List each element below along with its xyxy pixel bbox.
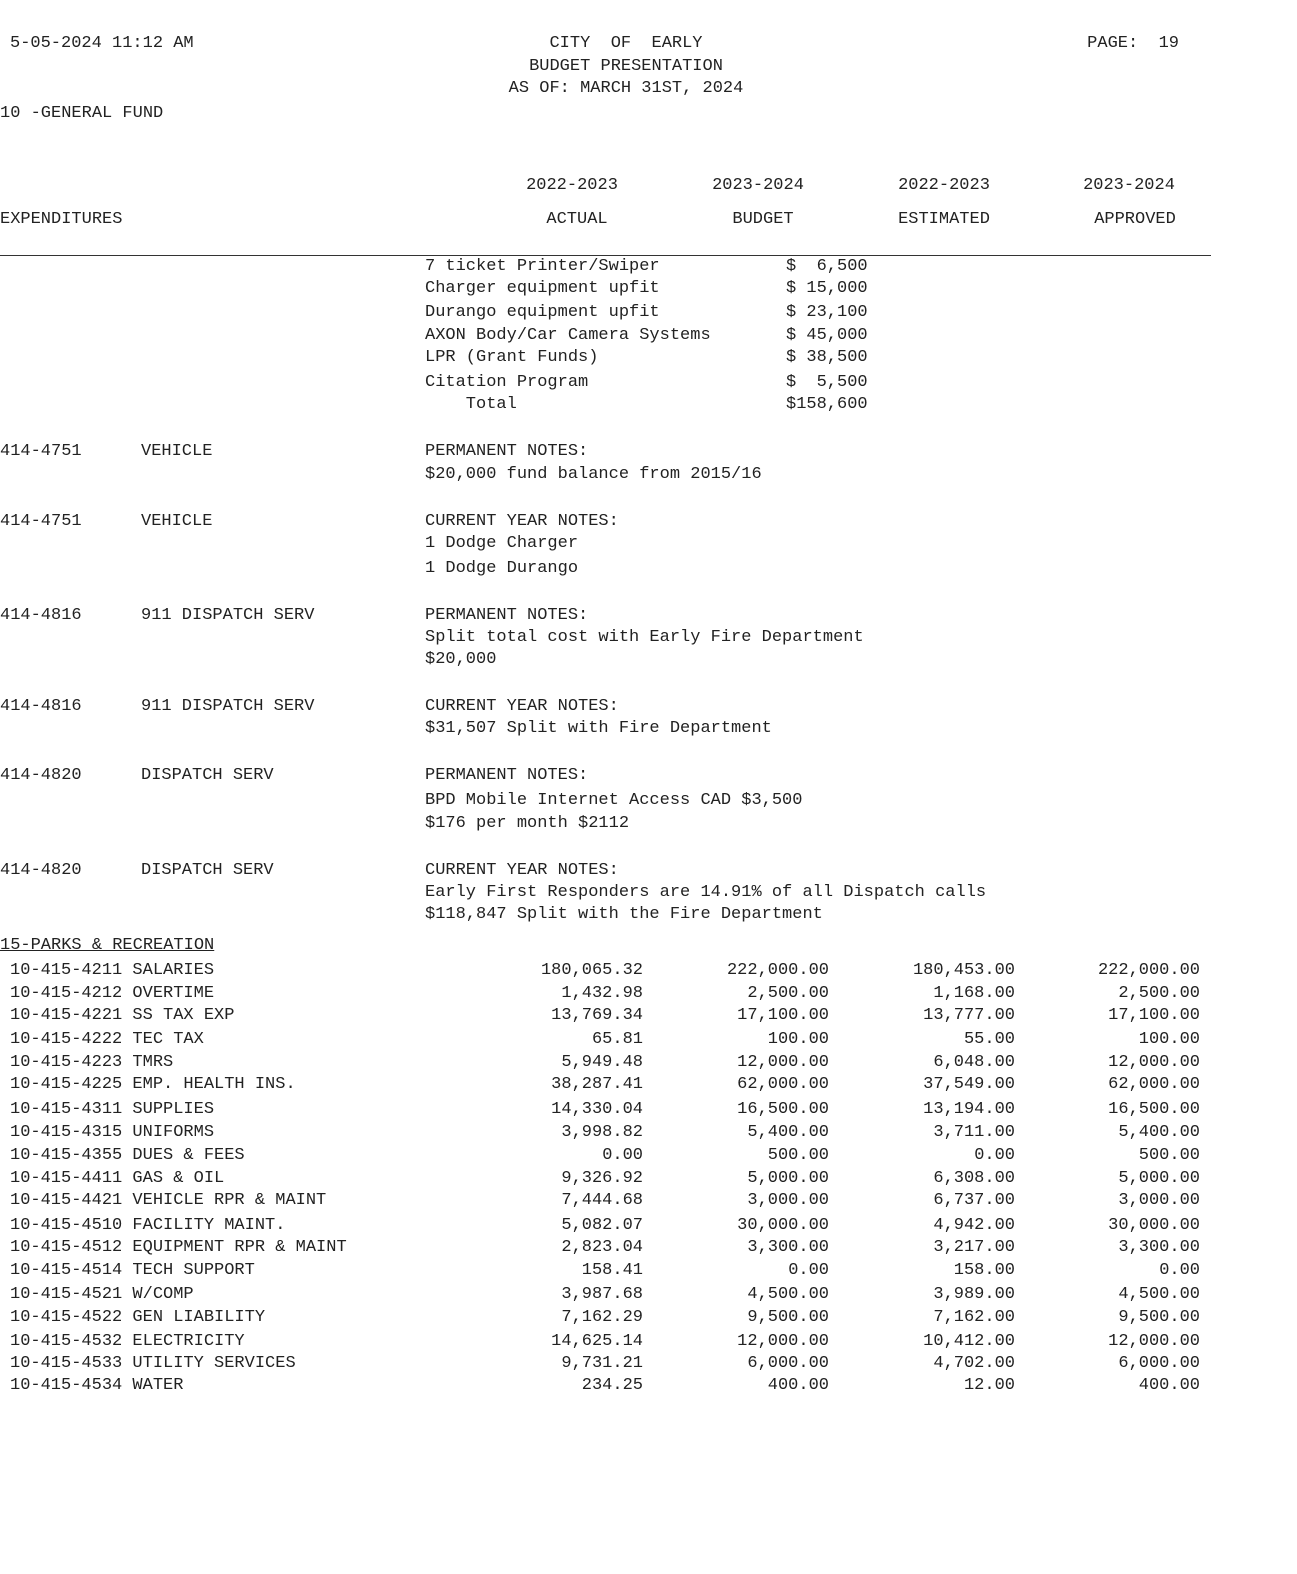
col-title-estimated: ESTIMATED	[898, 210, 990, 229]
row-budget: 500.00	[767, 1146, 829, 1165]
row-approved: 2,500.00	[1118, 984, 1200, 1003]
note-account-name: 911 DISPATCH SERV	[141, 606, 315, 625]
note-line: 1 Dodge Durango	[425, 559, 579, 578]
note-line: $31,507 Split with Fire Department	[425, 719, 772, 738]
report-as-of: AS OF: MARCH 31ST, 2024	[508, 79, 744, 98]
note-account-name: DISPATCH SERV	[141, 861, 274, 880]
note-heading: CURRENT YEAR NOTES:	[425, 512, 619, 531]
note-account-name: DISPATCH SERV	[141, 766, 274, 785]
row-estimated: 6,308.00	[933, 1169, 1015, 1188]
row-estimated: 13,777.00	[923, 1006, 1015, 1025]
row-approved: 500.00	[1138, 1146, 1200, 1165]
equipment-desc: Charger equipment upfit	[425, 279, 660, 298]
section-label: EXPENDITURES	[0, 210, 123, 229]
note-heading: PERMANENT NOTES:	[425, 606, 589, 625]
org-name: CITY OF EARLY	[549, 34, 703, 53]
note-heading: CURRENT YEAR NOTES:	[425, 861, 619, 880]
row-approved: 6,000.00	[1118, 1354, 1200, 1373]
row-account: 10-415-4315 UNIFORMS	[10, 1123, 215, 1142]
row-budget: 4,500.00	[747, 1285, 829, 1304]
row-account: 10-415-4421 VEHICLE RPR & MAINT	[10, 1191, 327, 1210]
row-estimated: 4,702.00	[933, 1354, 1015, 1373]
header-divider	[0, 255, 1211, 256]
fund-name: 10 -GENERAL FUND	[0, 104, 164, 123]
row-account: 10-415-4221 SS TAX EXP	[10, 1006, 235, 1025]
row-account: 10-415-4225 EMP. HEALTH INS.	[10, 1075, 296, 1094]
row-budget: 16,500.00	[737, 1100, 829, 1119]
row-approved: 5,000.00	[1118, 1169, 1200, 1188]
equipment-amount: $ 6,500	[786, 257, 868, 276]
row-approved: 17,100.00	[1108, 1006, 1200, 1025]
row-actual: 38,287.41	[551, 1075, 643, 1094]
row-account: 10-415-4514 TECH SUPPORT	[10, 1261, 255, 1280]
note-account-name: VEHICLE	[141, 442, 213, 461]
row-account: 10-415-4222 TEC TAX	[10, 1030, 204, 1049]
note-line: Early First Responders are 14.91% of all Dispatch calls	[425, 883, 987, 902]
row-actual: 9,731.21	[561, 1354, 643, 1373]
equipment-amount: $ 38,500	[786, 348, 868, 367]
row-actual: 65.81	[591, 1030, 643, 1049]
note-account-name: 911 DISPATCH SERV	[141, 697, 315, 716]
row-actual: 180,065.32	[540, 961, 643, 980]
row-account: 10-415-4533 UTILITY SERVICES	[10, 1354, 296, 1373]
note-heading: PERMANENT NOTES:	[425, 442, 589, 461]
col-year-estimated: 2022-2023	[898, 176, 990, 195]
row-account: 10-415-4521 W/COMP	[10, 1285, 194, 1304]
row-actual: 0.00	[602, 1146, 643, 1165]
note-heading: CURRENT YEAR NOTES:	[425, 697, 619, 716]
col-title-budget: BUDGET	[732, 210, 794, 229]
note-line: Split total cost with Early Fire Department	[425, 628, 864, 647]
row-actual: 5,949.48	[561, 1053, 643, 1072]
row-approved: 100.00	[1138, 1030, 1200, 1049]
row-approved: 12,000.00	[1108, 1053, 1200, 1072]
row-actual: 9,326.92	[561, 1169, 643, 1188]
row-approved: 12,000.00	[1108, 1332, 1200, 1351]
row-estimated: 13,194.00	[923, 1100, 1015, 1119]
row-account: 10-415-4223 TMRS	[10, 1053, 174, 1072]
row-account: 10-415-4532 ELECTRICITY	[10, 1332, 245, 1351]
note-heading: PERMANENT NOTES:	[425, 766, 589, 785]
row-estimated: 6,737.00	[933, 1191, 1015, 1210]
row-account: 10-415-4212 OVERTIME	[10, 984, 215, 1003]
row-account: 10-415-4512 EQUIPMENT RPR & MAINT	[10, 1238, 347, 1257]
equipment-amount: $ 5,500	[786, 373, 868, 392]
row-estimated: 158.00	[953, 1261, 1015, 1280]
report-title: BUDGET PRESENTATION	[529, 57, 723, 76]
row-budget: 6,000.00	[747, 1354, 829, 1373]
row-actual: 2,823.04	[561, 1238, 643, 1257]
note-line: 1 Dodge Charger	[425, 534, 579, 553]
row-approved: 62,000.00	[1108, 1075, 1200, 1094]
row-approved: 5,400.00	[1118, 1123, 1200, 1142]
row-budget: 12,000.00	[737, 1332, 829, 1351]
row-account: 10-415-4311 SUPPLIES	[10, 1100, 215, 1119]
row-actual: 234.25	[581, 1376, 643, 1395]
equipment-desc: AXON Body/Car Camera Systems	[425, 326, 711, 345]
row-budget: 17,100.00	[737, 1006, 829, 1025]
row-estimated: 180,453.00	[912, 961, 1015, 980]
col-title-approved: APPROVED	[1094, 210, 1176, 229]
row-actual: 14,625.14	[551, 1332, 643, 1351]
row-approved: 0.00	[1159, 1261, 1200, 1280]
row-account: 10-415-4510 FACILITY MAINT.	[10, 1216, 286, 1235]
row-budget: 222,000.00	[726, 961, 829, 980]
row-budget: 5,400.00	[747, 1123, 829, 1142]
row-estimated: 55.00	[963, 1030, 1015, 1049]
row-approved: 4,500.00	[1118, 1285, 1200, 1304]
row-estimated: 3,217.00	[933, 1238, 1015, 1257]
row-approved: 222,000.00	[1097, 961, 1200, 980]
note-account-code: 414-4751	[0, 442, 82, 461]
note-line: $176 per month $2112	[425, 814, 630, 833]
row-account: 10-415-4411 GAS & OIL	[10, 1169, 225, 1188]
equipment-total-label: Total	[425, 395, 517, 414]
row-approved: 3,000.00	[1118, 1191, 1200, 1210]
row-estimated: 10,412.00	[923, 1332, 1015, 1351]
note-line: BPD Mobile Internet Access CAD $3,500	[425, 791, 803, 810]
row-approved: 400.00	[1138, 1376, 1200, 1395]
equipment-amount: $ 45,000	[786, 326, 868, 345]
row-budget: 2,500.00	[747, 984, 829, 1003]
row-estimated: 3,989.00	[933, 1285, 1015, 1304]
row-estimated: 12.00	[963, 1376, 1015, 1395]
row-budget: 5,000.00	[747, 1169, 829, 1188]
note-line: $20,000 fund balance from 2015/16	[425, 465, 762, 484]
equipment-desc: Durango equipment upfit	[425, 303, 660, 322]
row-actual: 5,082.07	[561, 1216, 643, 1235]
note-account-name: VEHICLE	[141, 512, 213, 531]
equipment-amount: $ 15,000	[786, 279, 868, 298]
row-budget: 100.00	[767, 1030, 829, 1049]
row-estimated: 1,168.00	[933, 984, 1015, 1003]
row-approved: 16,500.00	[1108, 1100, 1200, 1119]
note-account-code: 414-4816	[0, 697, 82, 716]
equipment-desc: 7 ticket Printer/Swiper	[425, 257, 660, 276]
row-approved: 30,000.00	[1108, 1216, 1200, 1235]
row-budget: 0.00	[788, 1261, 829, 1280]
note-account-code: 414-4820	[0, 766, 82, 785]
row-budget: 30,000.00	[737, 1216, 829, 1235]
equipment-amount: $ 23,100	[786, 303, 868, 322]
row-budget: 9,500.00	[747, 1308, 829, 1327]
row-account: 10-415-4211 SALARIES	[10, 961, 215, 980]
row-actual: 13,769.34	[551, 1006, 643, 1025]
row-estimated: 0.00	[974, 1146, 1015, 1165]
row-actual: 158.41	[581, 1261, 643, 1280]
page-number: PAGE: 19	[1087, 34, 1179, 53]
row-budget: 12,000.00	[737, 1053, 829, 1072]
row-approved: 9,500.00	[1118, 1308, 1200, 1327]
note-line: $20,000	[425, 650, 497, 669]
row-actual: 7,162.29	[561, 1308, 643, 1327]
note-account-code: 414-4820	[0, 861, 82, 880]
col-year-budget: 2023-2024	[712, 176, 804, 195]
row-budget: 400.00	[767, 1376, 829, 1395]
equipment-desc: LPR (Grant Funds)	[425, 348, 599, 367]
row-budget: 62,000.00	[737, 1075, 829, 1094]
row-estimated: 37,549.00	[923, 1075, 1015, 1094]
row-actual: 3,987.68	[561, 1285, 643, 1304]
row-estimated: 3,711.00	[933, 1123, 1015, 1142]
col-year-actual: 2022-2023	[526, 176, 618, 195]
row-approved: 3,300.00	[1118, 1238, 1200, 1257]
row-actual: 3,998.82	[561, 1123, 643, 1142]
equipment-desc: Citation Program	[425, 373, 589, 392]
row-estimated: 7,162.00	[933, 1308, 1015, 1327]
department-heading: 15-PARKS & RECREATION	[0, 936, 215, 955]
note-account-code: 414-4816	[0, 606, 82, 625]
row-actual: 1,432.98	[561, 984, 643, 1003]
report-datetime: 5-05-2024 11:12 AM	[10, 34, 194, 53]
col-title-actual: ACTUAL	[546, 210, 608, 229]
equipment-total-amount: $158,600	[786, 395, 868, 414]
row-budget: 3,300.00	[747, 1238, 829, 1257]
row-account: 10-415-4534 WATER	[10, 1376, 184, 1395]
row-estimated: 4,942.00	[933, 1216, 1015, 1235]
row-account: 10-415-4522 GEN LIABILITY	[10, 1308, 266, 1327]
note-line: $118,847 Split with the Fire Department	[425, 905, 823, 924]
row-budget: 3,000.00	[747, 1191, 829, 1210]
col-year-approved: 2023-2024	[1083, 176, 1175, 195]
note-account-code: 414-4751	[0, 512, 82, 531]
row-actual: 14,330.04	[551, 1100, 643, 1119]
row-estimated: 6,048.00	[933, 1053, 1015, 1072]
row-actual: 7,444.68	[561, 1191, 643, 1210]
row-account: 10-415-4355 DUES & FEES	[10, 1146, 245, 1165]
